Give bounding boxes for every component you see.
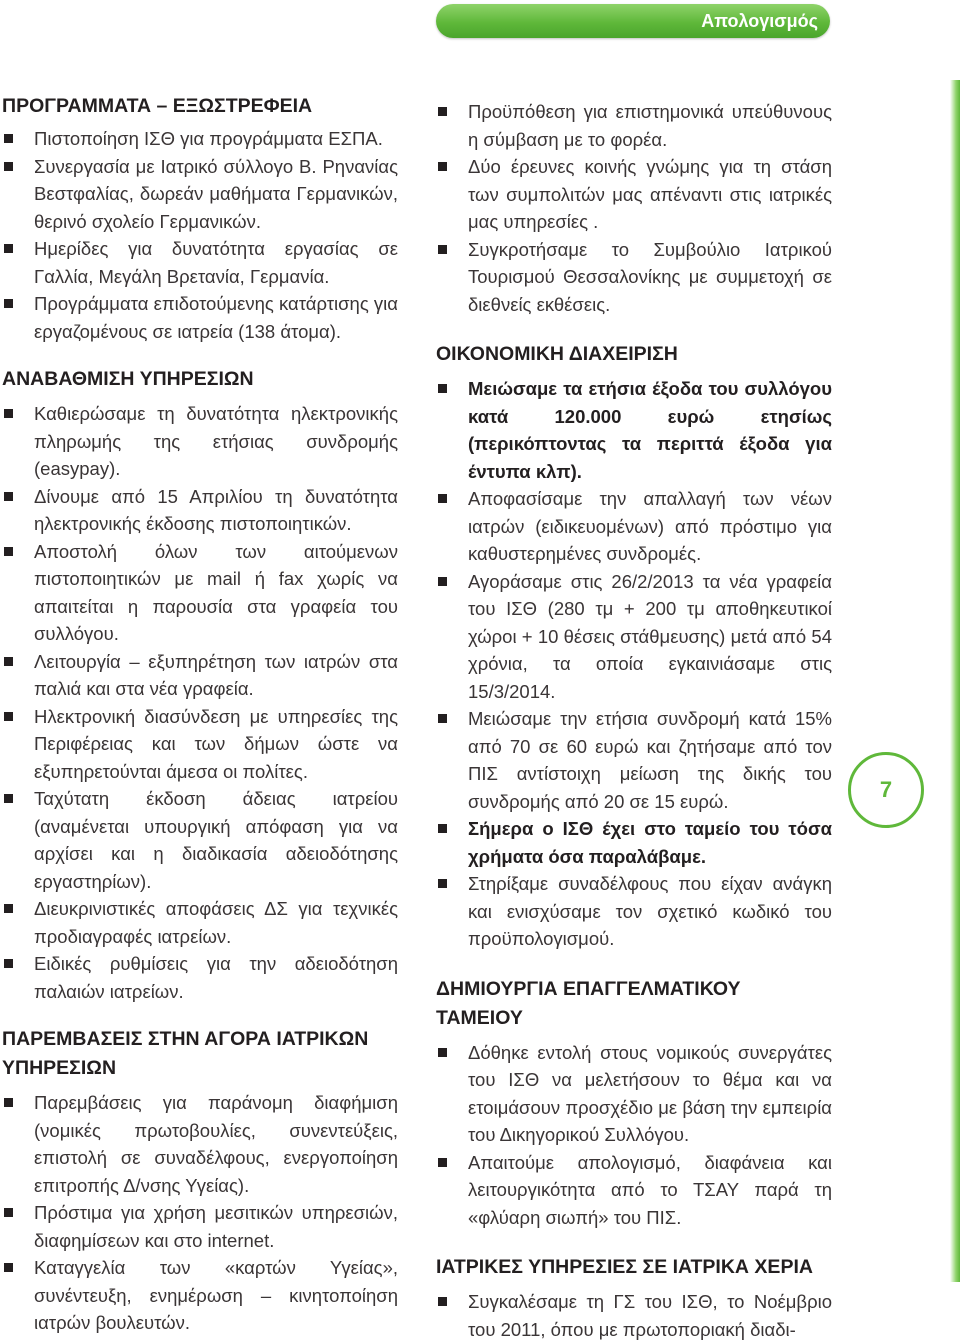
list-item: Ημερίδες για δυνατότητα εργασίας σε Γαλλία, Μεγάλη Βρετανία, Γερμανία. bbox=[2, 235, 398, 290]
list-item: Απαιτούμε απολογισμό, διαφάνεια και λειτουργικότητα από το ΤΣΑΥ παρά τη «φλύαρη σιωπή» του ΠΙΣ. bbox=[436, 1149, 832, 1232]
list-item: Μειώσαμε τα ετήσια έξοδα του συλλόγου κατά 120.000 ευρώ ετησίως (περικόπτοντας τα περιττά έξοδα για έντυπα κλπ). bbox=[436, 375, 832, 485]
list-professional-fund bbox=[436, 1039, 832, 1232]
list-programs bbox=[2, 125, 398, 345]
list-item: Πιστοποίηση ΙΣΘ για προγράμματα ΕΣΠΑ. bbox=[2, 125, 398, 153]
left-column bbox=[2, 92, 398, 1337]
list-item: Μειώσαμε την ετήσια συνδρομή κατά 15% από 70 σε 60 ευρώ και ζητήσαμε από τον ΠΙΣ αντίστοιχη μείωση της δικής του συνδρομής από 20 σε 15 ευρώ. bbox=[436, 705, 832, 815]
list-item: Σήμερα ο ΙΣΘ έχει στο ταμείο του τόσα χρήματα όσα παραλάβαμε. bbox=[436, 815, 832, 870]
list-item: Στηρίξαμε συναδέλφους που είχαν ανάγκη και ενισχύσαμε τον σχετικό κωδικό του προϋπολογισμού. bbox=[436, 870, 832, 953]
section-badge-label: Απολογισμός bbox=[701, 10, 818, 31]
list-item: Συγκροτήσαμε το Συμβούλιο Ιατρικού Τουρισμού Θεσσαλονίκης με συμμετοχή σε διεθνείς εκθέσεις. bbox=[436, 236, 832, 319]
list-item: Δύο έρευνες κοινής γνώμης για τη στάση των συμπολιτών μας απέναντι στις ιατρικές μας υπηρεσίες . bbox=[436, 153, 832, 236]
list-item: Διευκρινιστικές αποφάσεις ΔΣ για τεχνικές προδιαγραφές ιατρείων. bbox=[2, 895, 398, 950]
list-item: Δόθηκε εντολή στους νομικούς συνεργάτες του ΙΣΘ να μελετήσουν το θέμα και να ετοιμάσουν προσχέδιο με βάση την εμπειρία του Δικηγορικού Συλλόγου. bbox=[436, 1039, 832, 1149]
list-item: Πρόστιμα για χρήση μεσιτικών υπηρεσιών, διαφημίσεων και στο internet. bbox=[2, 1199, 398, 1254]
list-item: Προγράμματα επιδοτούμενης κατάρτισης για εργαζομένους σε ιατρεία (138 άτομα). bbox=[2, 290, 398, 345]
page-edge-bar bbox=[950, 80, 960, 1282]
list-continued bbox=[436, 98, 832, 318]
heading-medical-services: ΙΑΤΡΙΚΕΣ ΥΠΗΡΕΣΙΕΣ ΣΕ ΙΑΤΡΙΚΑ ΧΕΡΙΑ bbox=[436, 1256, 813, 1278]
heading-financial-management: ΟΙΚΟΝΟΜΙΚΗ ΔΙΑΧΕΙΡΙΣΗ bbox=[436, 343, 678, 365]
page-number-label: 7 bbox=[879, 777, 893, 802]
heading-services-upgrade: ΑΝΑΒΑΘΜΙΣΗ ΥΠΗΡΕΣΙΩΝ bbox=[2, 368, 254, 390]
page-number bbox=[848, 752, 924, 828]
list-services-upgrade bbox=[2, 400, 398, 1005]
heading-market-interventions: ΠΑΡΕΜΒΑΣΕΙΣ ΣΤΗΝ ΑΓΟΡΑ ΙΑΤΡΙΚΩΝ ΥΠΗΡΕΣΙΩΝ bbox=[2, 1028, 369, 1079]
heading-programs: ΠΡΟΓΡΑΜΜΑΤΑ – ΕΞΩΣΤΡΕΦΕΙΑ bbox=[2, 95, 313, 117]
list-item: Ηλεκτρονική διασύνδεση με υπηρεσίες της Περιφέρειας και των δήμων ώστε να εξυπηρετούνται άμεσα οι πολίτες. bbox=[2, 703, 398, 786]
list-item: Συνεργασία με Ιατρικό σύλλογο Β. Ρηνανίας Βεστφαλίας, δωρεάν μαθήματα Γερμανικών, θερινό σχολείο Γερμανικών. bbox=[2, 153, 398, 236]
list-item: Αγοράσαμε στις 26/2/2013 τα νέα γραφεία του ΙΣΘ (280 τμ + 200 τμ αποθηκευτικοί χώροι + 10 θέσεις στάθμευσης) μετά από 54 χρόνια, τα οποία εγκαινιάσαμε στις 15/3/2014. bbox=[436, 568, 832, 706]
list-item: Ταχύτατη έκδοση άδειας ιατρείου (αναμένεται υπουργική απόφαση για να αρχίσει και η διαδικασία αδειοδότησης εργαστηρίων). bbox=[2, 785, 398, 895]
right-column bbox=[436, 92, 832, 1343]
list-financial-management bbox=[436, 375, 832, 953]
list-item: Δίνουμε από 15 Απριλίου τη δυνατότητα ηλεκτρονικής έκδοσης πιστοποιητικών. bbox=[2, 483, 398, 538]
list-item: Συγκαλέσαμε τη ΓΣ του ΙΣΘ, το Νοέμβριο του 2011, όπου με πρωτοποριακή διαδι- bbox=[436, 1288, 832, 1343]
list-market-interventions bbox=[2, 1089, 398, 1337]
list-item: Προϋπόθεση για επιστημονικά υπεύθυνους η σύμβαση με το φορέα. bbox=[436, 98, 832, 153]
list-item: Ειδικές ρυθμίσεις για την αδειοδότηση παλαιών ιατρείων. bbox=[2, 950, 398, 1005]
list-item: Λειτουργία – εξυπηρέτηση των ιατρών στα παλιά και στα νέα γραφεία. bbox=[2, 648, 398, 703]
list-item: Αποστολή όλων των αιτούμενων πιστοποιητικών με mail ή fax χωρίς να απαιτείται η παρουσία στα γραφεία του συλλόγου. bbox=[2, 538, 398, 648]
list-item: Καταγγελία των «καρτών Υγείας», συνέντευξη, ενημέρωση – κινητοποίηση ιατρών βουλευτών. bbox=[2, 1254, 398, 1337]
heading-professional-fund: ΔΗΜΙΟΥΡΓΙΑ ΕΠΑΓΓΕΛΜΑΤΙΚΟΥ ΤΑΜΕΙΟΥ bbox=[436, 977, 741, 1029]
list-medical-services bbox=[436, 1288, 832, 1343]
section-badge bbox=[436, 4, 830, 38]
list-item: Παρεμβάσεις για παράνομη διαφήμιση (νομικές πρωτοβουλίες, συνεντεύξεις, επιστολή σε συναδέλφους, ενεργοποίηση επιτροπής Δ/νσης Υγείας). bbox=[2, 1089, 398, 1199]
list-item: Αποφασίσαμε την απαλλαγή των νέων ιατρών (ειδικευομένων) από πρόστιμο για καθυστερημένες συνδρομές. bbox=[436, 485, 832, 568]
list-item: Καθιερώσαμε τη δυνατότητα ηλεκτρονικής πληρωμής της ετήσιας συνδρομής (easypay). bbox=[2, 400, 398, 483]
